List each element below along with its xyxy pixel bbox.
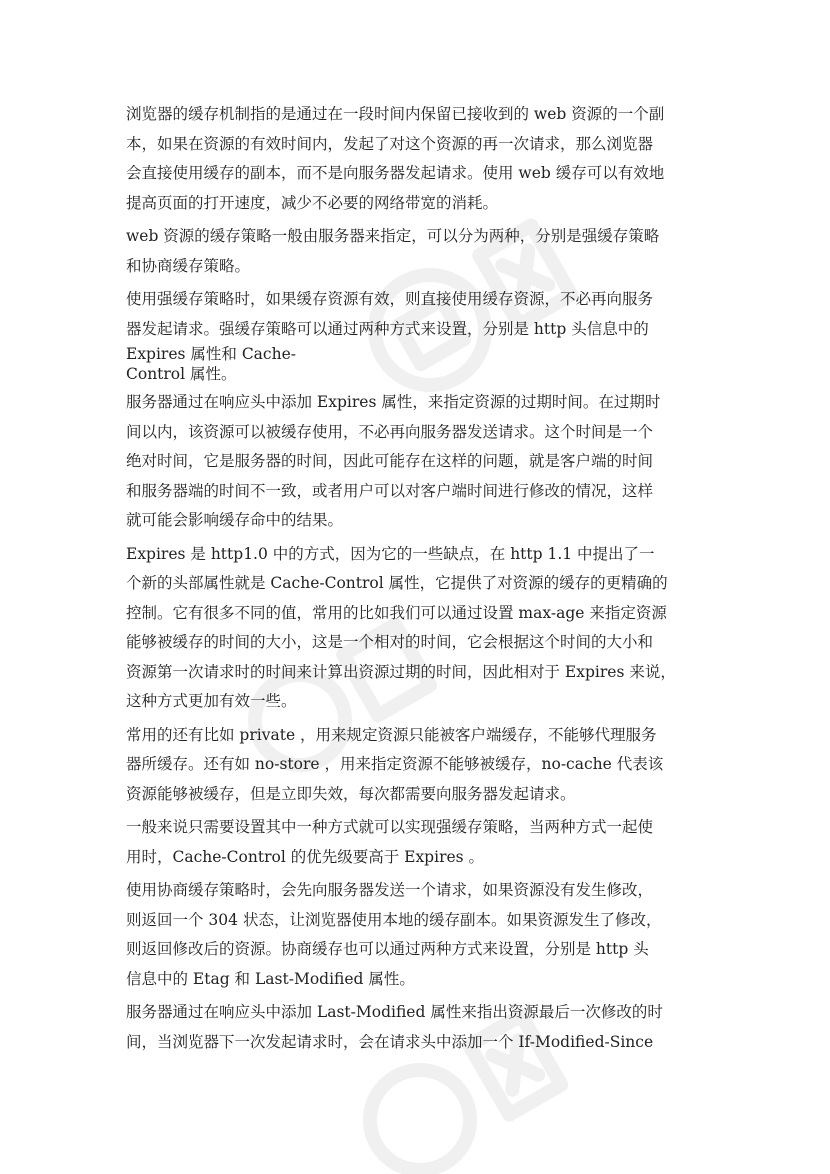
text-line: 用时，Cache-Control 的优先级要高于 Expires 。 — [126, 847, 485, 866]
text-line: 间，当浏览器下一次发起请求时，会在请求头中添加一个 If-Modified-Since — [126, 1032, 654, 1051]
text-line: 器所缓存。还有如 no-store ，用来指定资源不能够被缓存，no-cache 代表该 — [126, 755, 664, 773]
text-line: 浏览器的缓存机制指的是通过在一段时间内保留已接收到的 web 资源的一个副 — [126, 105, 665, 123]
text-line: 服务器通过在响应头中添加 Last-Modified 属性来指出资源最后一次修改的时 — [126, 1003, 663, 1021]
text-line: web 资源的缓存策略一般由服务器来指定，可以分为两种，分别是强缓存策略 — [126, 227, 660, 245]
text-line: Control 属性。 — [126, 365, 237, 383]
text-line: 个新的头部属性就是 Cache-Control 属性，它提供了对资源的缓存的更精确的 — [126, 574, 668, 592]
paragraph-4 — [126, 388, 712, 536]
paragraph-2 — [126, 222, 712, 281]
text-line: 控制。它有很多不同的值，常用的比如我们可以通过设置 max-age 来指定资源 — [126, 603, 667, 622]
paragraph-3 — [126, 285, 712, 384]
text-line: 则返回一个 304 状态，让浏览器使用本地的缓存副本。如果资源发生了修改， — [126, 910, 662, 929]
text-line: 一般来说只需要设置其中一种方式就可以实现强缓存策略，当两种方式一起使 — [126, 818, 654, 836]
text-line: Expires 是 http1.0 中的方式，因为它的一些缺点，在 http 1.1 中提出了一 — [126, 544, 655, 563]
paragraph-5 — [126, 540, 712, 717]
text-line: 提高页面的打开速度，减少不必要的网络带宽的消耗。 — [126, 193, 499, 212]
document-body — [126, 100, 712, 1061]
paragraph-6 — [126, 721, 712, 810]
text-line: 这种方式更加有效一些。 — [126, 692, 297, 710]
text-line: 则返回修改后的资源。协商缓存也可以通过两种方式来设置，分别是 http 头 — [126, 940, 649, 958]
text-line: 资源能够被缓存，但是立即失效，每次都需要向服务器发起请求。 — [126, 784, 576, 803]
text-line: Expires 属性和 Cache- — [126, 345, 297, 363]
text-line: 服务器通过在响应头中添加 Expires 属性，来指定资源的过期时间。在过期时 — [126, 393, 661, 411]
paragraph-8 — [126, 876, 712, 994]
text-line: 和服务器端的时间不一致，或者用户可以对客户端时间进行修改的情况，这样 — [126, 481, 654, 500]
text-line: 资源第一次请求时的时间来计算出资源过期的时间，因此相对于 Expires 来说， — [126, 662, 676, 681]
paragraph-7 — [126, 813, 712, 872]
text-line: 器发起请求。强缓存策略可以通过两种方式来设置，分别是 http 头信息中的 — [126, 319, 649, 338]
text-line: 和协商缓存策略。 — [126, 256, 251, 275]
text-line: 使用强缓存策略时，如果缓存资源有效，则直接使用缓存资源，不必再向服务 — [126, 290, 654, 308]
text-line: 常用的还有比如 private ，用来规定资源只能被客户端缓存，不能够代理服务 — [126, 725, 657, 744]
text-line: 能够被缓存的时间的大小，这是一个相对的时间，它会根据这个时间的大小和 — [126, 633, 654, 651]
text-line: 会直接使用缓存的副本，而不是向服务器发起请求。使用 web 缓存可以有效地 — [126, 164, 665, 182]
text-line: 绝对时间，它是服务器的时间，因此可能存在这样的问题，就是客户端的时间 — [126, 452, 654, 470]
text-line: 信息中的 Etag 和 Last-Modified 属性。 — [126, 969, 415, 988]
paragraph-9 — [126, 998, 712, 1057]
text-line: 本，如果在资源的有效时间内，发起了对这个资源的再一次请求，那么浏览器 — [126, 134, 654, 153]
paragraph-1 — [126, 100, 712, 218]
text-line: 就可能会影响缓存命中的结果。 — [126, 511, 344, 529]
text-line: 使用协商缓存策略时，会先向服务器发送一个请求，如果资源没有发生修改， — [126, 881, 654, 899]
text-line: 间以内，该资源可以被缓存使用，不必再向服务器发送请求。这个时间是一个 — [126, 422, 654, 441]
